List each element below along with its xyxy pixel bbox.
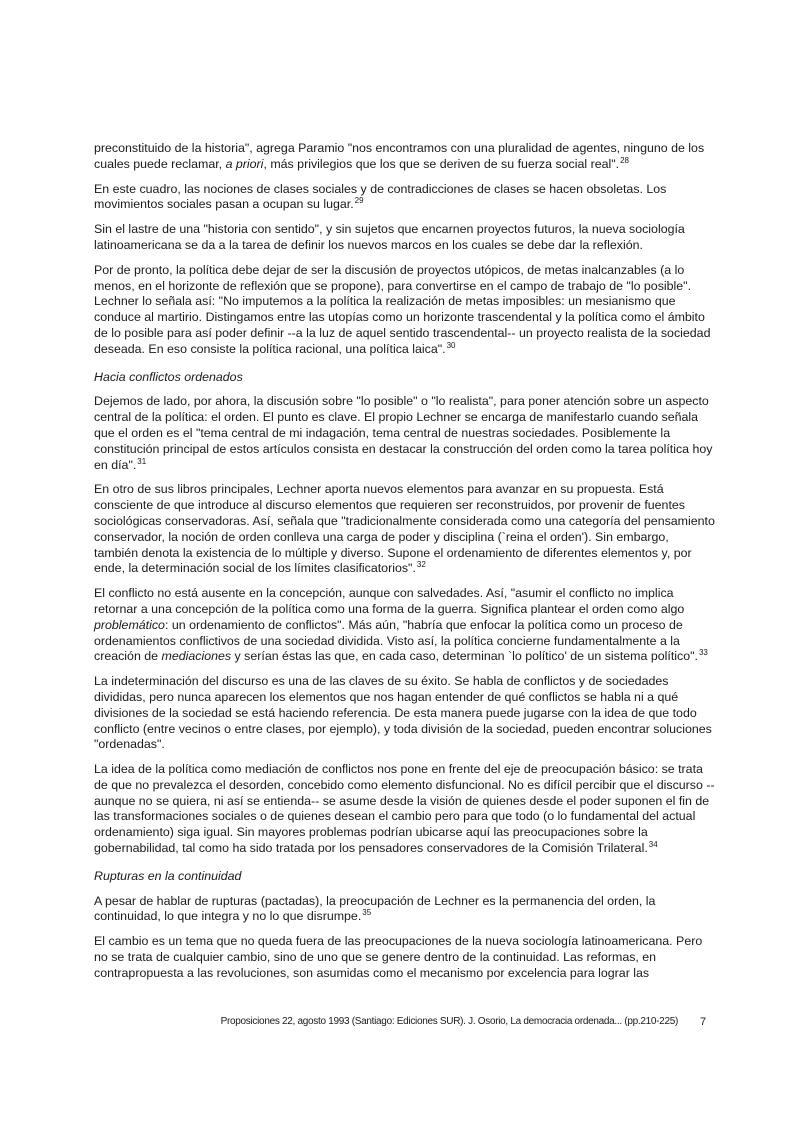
italic-text: problemático [94,617,165,632]
paragraph [94,674,716,753]
text-run: La indeterminación del discurso es una de las claves de su éxito. Se habla de conflictos y de sociedades divididas, pero nunca aparecen los elementos que nos hagan entender de qué conflictos se habla ni a qué divisiones de la sociedad se está haciendo referencia. De esta manera puede jugarse con la idea de que todo conflicto (entre vecinos o entre clases, por ejemplo), y toda división de la sociedad, pueden encontrar soluciones "ordenadas". [94,674,712,752]
paragraph [94,394,716,473]
paragraph [94,182,716,214]
paragraph [94,482,716,577]
italic-text: mediaciones [161,649,232,664]
paragraph [94,762,716,857]
text-run: En este cuadro, las nociones de clases sociales y de contradicciones de clases se hacen obsoletas. Los movimientos sociales pasan a ocupan su lugar. [94,181,667,212]
paragraph [94,141,716,173]
footnote-marker: 30 [446,340,456,350]
paragraph [94,222,716,254]
footnote-marker: 34 [648,840,658,850]
paragraph [94,894,716,926]
footnote-marker: 31 [137,456,147,466]
footer-citation: Proposiciones 22, agosto 1993 (Santiago: Ediciones SUR). J. Osorio, La democracia ordenada... (pp.210-225) [220,1016,678,1027]
footnote-marker: 32 [416,560,426,570]
section-heading [94,869,716,885]
page-footer [0,1016,800,1032]
text-run: , más privilegios que los que se deriven de su fuerza social real". [263,156,620,171]
text-run: El cambio es un tema que no queda fuera de las preocupaciones de la nueva sociología latinoamericana. Pero no se trata de cualquier cambio, sino de uno que se genere dentro de la continuidad. Las reformas, en contrapropuesta a las revoluciones, son asumidas como el mecanismo por excelencia para lograr las [94,934,703,980]
page-number: 7 [700,1016,707,1028]
text-run: La idea de la política como mediación de conflictos nos pone en frente del eje de preocupación básico: se trata de que no prevalezca el desorden, concebido como elemento disfuncional. No es difícil percibir que el discurso --aunque no se quiera, ni así se entienda-- se asume desde la visión de quienes desde el poder suponen el fin de las transformaciones sociales o de quienes desean el cambio pero para que todo (o lo fundamental del actual ordenamiento) siga igual. Sin mayores problemas podrían ubicarse aquí las preocupaciones sobre la gobernabilidad, tal como ha sido tratada por los pensadores conservadores de la Comisión Trilateral. [94,762,715,856]
paragraph [94,934,716,981]
footnote-marker: 33 [698,648,708,658]
text-run: y serían éstas las que, en cada caso, determinan `lo político' de un sistema político". [231,649,698,664]
text-run: En otro de sus libros principales, Lechner aporta nuevos elementos para avanzar en su propuesta. Está consciente de que introduce al discurso elementos que requieren ser reconstruidos, por provenir de fuentes sociológicas conservadoras. Así, señala que "tradicionalmente considerada como una categoría del pensamiento conservador, la noción de orden conlleva una carga de poder y disciplina (`reina el orden'). Sin embargo, también denota la existencia de lo múltiple y diverso. Supone el ordenamiento de diferentes elementos y, por ende, la determinación social de los límites clasificatorios". [94,482,715,576]
footnote-marker: 29 [354,196,364,206]
text-run: Dejemos de lado, por ahora, la discusión sobre "lo posible" o "lo realista", para poner atención sobre un aspecto central de la política: el orden. El punto es clave. El propio Lechner se encarga de manifestarlo cuando señala que el orden es el "tema central de mi indagación, tema central de nuestras sociedades. Posiblemente la constitución principal de estos artículos consista en destacar la construcción del orden como la tarea política hoy en día". [94,394,713,472]
paragraph [94,263,716,358]
body-text [94,141,716,991]
footnote-marker: 35 [362,908,372,918]
text-run: A pesar de hablar de rupturas (pactadas), la preocupación de Lechner es la permanencia del orden, la continuidad, lo que integra y no lo que disrumpe. [94,893,656,924]
text-run: Por de pronto, la política debe dejar de ser la discusión de proyectos utópicos, de metas inalcanzables (a lo menos, en el horizonte de reflexión que se propone), para convertirse en el campo de trabajo de "lo posible". Lechner lo señala así: "No imputemos a la política la realización de metas imposibles: un mesianismo que conduce al martirio. Distingamos entre las utopías como un horizonte trascendental y la política como el ámbito de lo posible para así poder definir --a la luz de aquel sentido trascendental-- un proyecto realista de la sociedad deseada. En eso consiste la política racional, una política laica". [94,262,711,356]
text-run: Rupturas en la continuidad [94,868,242,883]
text-run: preconstituido de la historia", agrega Paramio "nos encontramos con una pluralidad de agentes, ninguno de los cuales puede reclamar, [94,141,705,171]
text-run: Sin el lastre de una "historia con sentido", y sin sujetos que encarnen proyectos futuros, la nueva sociología latinoamericana se da a la tarea de definir los nuevos marcos en los cuales se debe dar la reflexión. [94,222,685,252]
text-run: : un ordenamiento de conflictos". Más aún, "habría que enfocar la política como un proceso de ordenamientos conflictivos de una sociedad dividida. Visto así, la política concierne fundamentalmente a la creación de [94,617,683,664]
italic-text: a priori [225,156,264,171]
footnote-marker: 28 [620,155,629,165]
paragraph [94,586,716,665]
section-heading [94,370,716,386]
text-run: Hacia conflictos ordenados [94,369,243,384]
text-run: El conflicto no está ausente en la concepción, aunque con salvedades. Así, "asumir el conflicto no implica retornar a una concepción de la política como una forma de la guerra. Significa plantear el orden como algo [94,586,685,616]
